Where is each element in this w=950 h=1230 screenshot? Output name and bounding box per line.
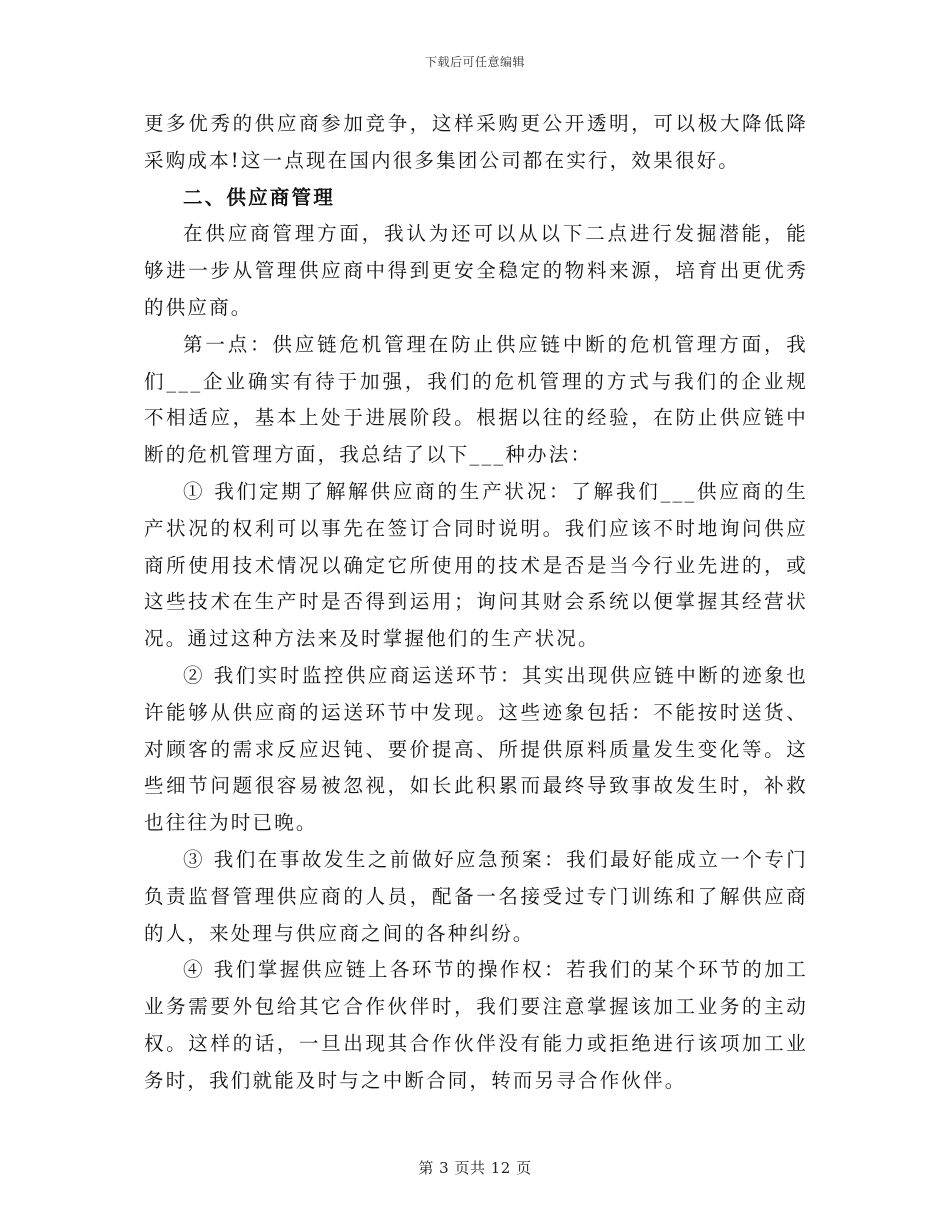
list-item-3: ③ 我们在事故发生之前做好应急预案：我们最好能成立一个专门负责监督管理供应商的人员，配备一名接受过专门训练和了解供应商的人，来处理与供应商之间的各种纠纷。	[144, 847, 808, 945]
paragraph-intro: 在供应商管理方面，我认为还可以从以下二点进行发掘潜能，能够进一步从管理供应商中得到更安全稳定的物料来源，培育出更优秀的供应商。	[144, 222, 808, 319]
document-body	[144, 106, 808, 1100]
list-item-4: ④ 我们掌握供应链上各环节的操作权：若我们的某个环节的加工业务需要外包给其它合作伙伴时，我们要注意掌握该加工业务的主动权。这样的话，一旦出现其合作伙伴没有能力或拒绝进行该项加工业务时，我们就能及时与之中断合同，转而另寻合作伙伴。	[144, 958, 808, 1092]
paragraph-continuation: 更多优秀的供应商参加竞争，这样采购更公开透明，可以极大降低降采购成本!这一点现在国内很多集团公司都在实行，效果很好。	[144, 112, 808, 172]
page-footer: 第 3 页共 12 页	[418, 1159, 532, 1177]
section-heading: 二、供应商管理	[183, 185, 335, 209]
page-header: 下载后可任意编辑	[424, 55, 525, 69]
list-item-1: ① 我们定期了解解供应商的生产状况：了解我们___供应商的生产状况的权利可以事先在签订合同时说明。我们应该不时地询问供应商所使用技术情况以确定它所使用的技术是否是当今行业先进的，或这些技术在生产时是否得到运用；询问其财会系统以便掌握其经营状况。通过这种方法来及时掌握他们的生产状况。	[144, 479, 808, 651]
paragraph-point-one: 第一点：供应链危机管理在防止供应链中断的危机管理方面，我们___企业确实有待于加强，我们的危机管理的方式与我们的企业规不相适应，基本上处于进展阶段。根据以往的经验，在防止供应链中断的危机管理方面，我总结了以下___种办法：	[144, 332, 808, 467]
list-item-2: ② 我们实时监控供应商运送环节：其实出现供应链中断的迹象也许能够从供应商的运送环节中发现。这些迹象包括：不能按时送货、对顾客的需求反应迟钝、要价提高、所提供原料质量发生变化等。这些细节问题很容易被忽视，如长此积累而最终导致事故发生时，补救也往往为时已晚。	[144, 663, 808, 835]
